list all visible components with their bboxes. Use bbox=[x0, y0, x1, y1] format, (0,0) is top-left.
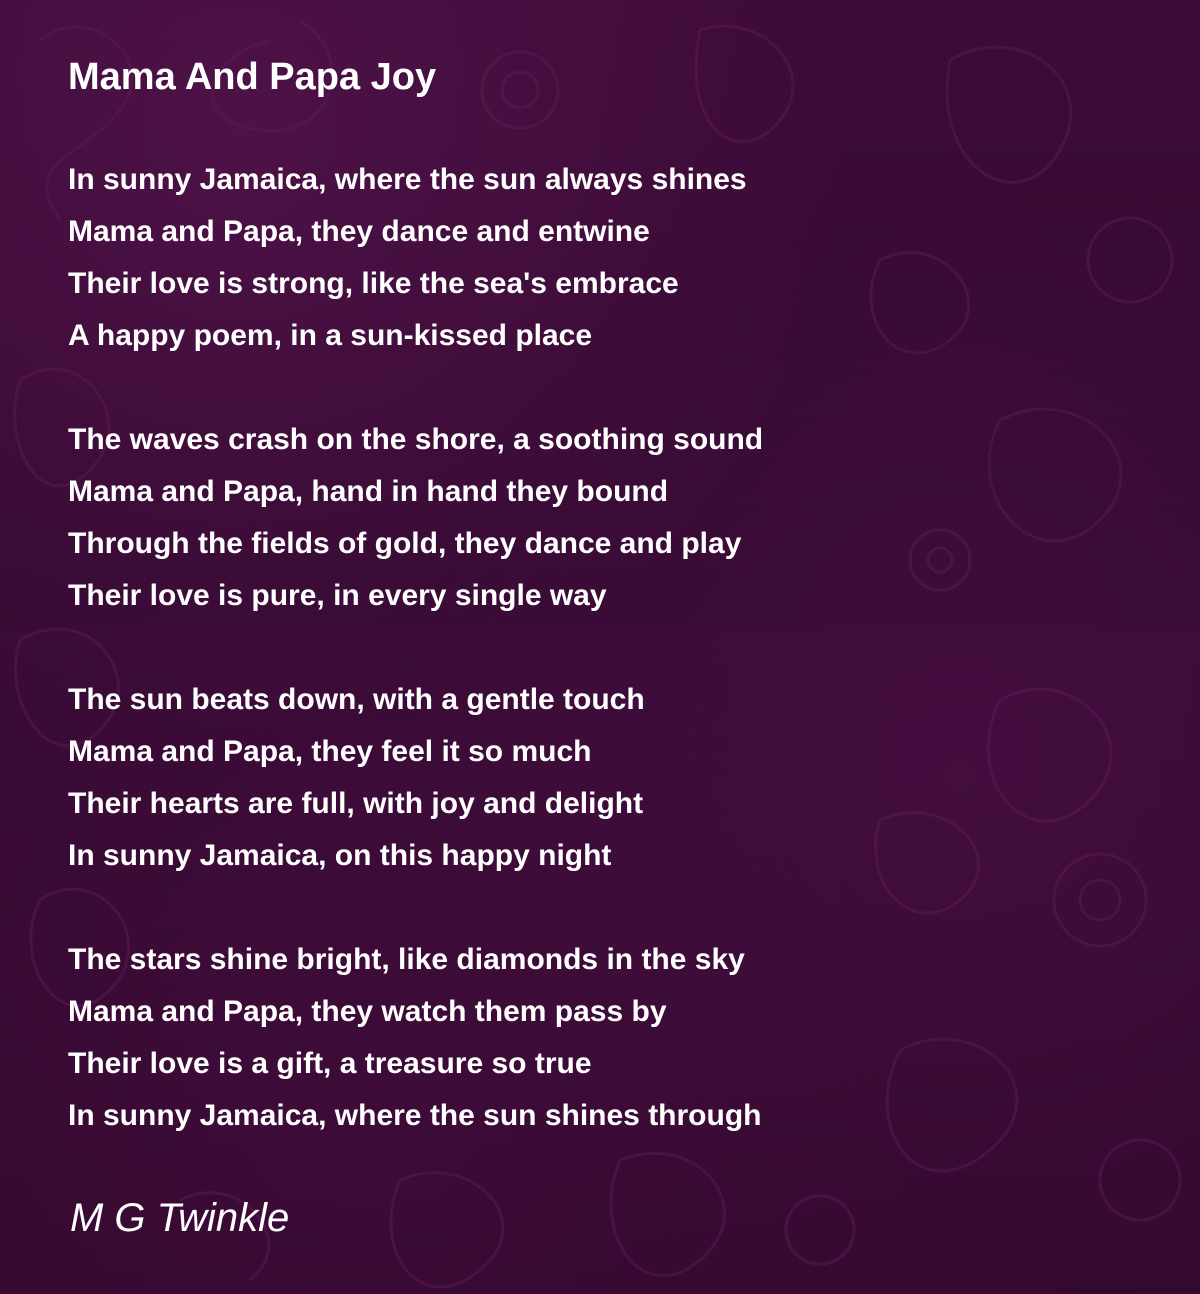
poem-line: Through the fields of gold, they dance and play bbox=[68, 527, 742, 560]
poem-line: The waves crash on the shore, a soothing sound bbox=[68, 423, 764, 456]
poem-line: Mama and Papa, they watch them pass by bbox=[68, 995, 667, 1028]
poem-line: Their love is pure, in every single way bbox=[68, 579, 607, 612]
poem-author: M G Twinkle bbox=[70, 1196, 290, 1240]
poem-stanza-2 bbox=[68, 414, 1148, 622]
poem-line: Mama and Papa, hand in hand they bound bbox=[68, 475, 669, 508]
poem-line: Their love is a gift, a treasure so true bbox=[68, 1047, 592, 1080]
poem-card bbox=[68, 52, 1148, 1142]
poem-line: The stars shine bright, like diamonds in the sky bbox=[68, 943, 745, 976]
poem-line: In sunny Jamaica, where the sun always shines bbox=[68, 163, 747, 196]
poem-body bbox=[68, 154, 1148, 1142]
poem-line: Their hearts are full, with joy and delight bbox=[68, 787, 644, 820]
poem-line: Their love is strong, like the sea's embrace bbox=[68, 267, 679, 300]
poem-line: In sunny Jamaica, where the sun shines through bbox=[68, 1099, 762, 1132]
poem-stanza-1 bbox=[68, 154, 1148, 362]
poem-title: Mama And Papa Joy bbox=[68, 56, 437, 98]
poem-line: Mama and Papa, they feel it so much bbox=[68, 735, 592, 768]
poem-stanza-4 bbox=[68, 934, 1148, 1142]
poem-line: Mama and Papa, they dance and entwine bbox=[68, 215, 650, 248]
poem-line: In sunny Jamaica, on this happy night bbox=[68, 839, 612, 872]
poem-line: A happy poem, in a sun-kissed place bbox=[68, 319, 593, 352]
poem-line: The sun beats down, with a gentle touch bbox=[68, 683, 645, 716]
poem-stanza-3 bbox=[68, 674, 1148, 882]
